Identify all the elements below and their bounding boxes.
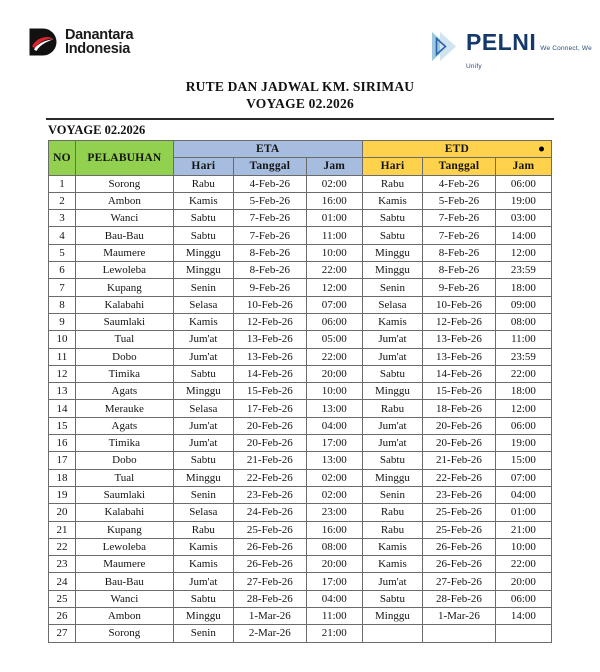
cell-eta-hari: Kamis [173,313,233,330]
cell-eta-tanggal: 14-Feb-26 [233,365,306,382]
cell-etd-tanggal: 25-Feb-26 [423,504,496,521]
cell-eta-tanggal: 12-Feb-26 [233,313,306,330]
cell-etd-hari: Jum'at [362,417,422,434]
cell-pelabuhan: Wanci [76,210,174,227]
cell-eta-hari: Selasa [173,296,233,313]
cell-pelabuhan: Timika [76,435,174,452]
cell-no: 7 [49,279,76,296]
cell-eta-tanggal: 8-Feb-26 [233,244,306,261]
table-row [49,452,552,469]
cell-eta-tanggal: 7-Feb-26 [233,210,306,227]
cell-no: 16 [49,435,76,452]
cell-no: 14 [49,400,76,417]
cell-eta-hari: Minggu [173,262,233,279]
cell-etd-tanggal: 18-Feb-26 [423,400,496,417]
cell-etd-jam: 18:00 [495,383,551,400]
cell-etd-tanggal: 13-Feb-26 [423,331,496,348]
cell-etd-hari: Selasa [362,296,422,313]
cell-etd-tanggal: 9-Feb-26 [423,279,496,296]
cell-eta-jam: 16:00 [306,521,362,538]
table-row [49,469,552,486]
cell-etd-jam: 04:00 [495,486,551,503]
cell-pelabuhan: Agats [76,417,174,434]
cell-eta-hari: Kamis [173,538,233,555]
title-line-1: RUTE DAN JADWAL KM. SIRIMAU [185,79,415,94]
cell-etd-hari: Rabu [362,521,422,538]
cell-eta-tanggal: 8-Feb-26 [233,262,306,279]
table-row [49,227,552,244]
cell-eta-tanggal: 27-Feb-26 [233,573,306,590]
col-header-etd-jam: Jam [495,158,551,175]
cell-pelabuhan: Sorong [76,175,174,192]
table-row [49,504,552,521]
cell-etd-tanggal: 25-Feb-26 [423,521,496,538]
table-head [49,141,552,176]
cell-pelabuhan: Timika [76,365,174,382]
cell-eta-hari: Sabtu [173,210,233,227]
cell-eta-hari: Selasa [173,400,233,417]
cell-eta-hari: Rabu [173,521,233,538]
cell-etd-hari: Jum'at [362,435,422,452]
cell-eta-hari: Rabu [173,175,233,192]
table-row [49,417,552,434]
cell-eta-hari: Senin [173,279,233,296]
table-row [49,486,552,503]
cell-etd-hari: Minggu [362,469,422,486]
cell-eta-jam: 04:00 [306,417,362,434]
cell-no: 19 [49,486,76,503]
cell-eta-tanggal: 1-Mar-26 [233,608,306,625]
table-row [49,556,552,573]
table-row [49,313,552,330]
cell-etd-jam: 08:00 [495,313,551,330]
cell-pelabuhan: Maumere [76,244,174,261]
cell-eta-hari: Minggu [173,383,233,400]
cell-no: 11 [49,348,76,365]
cell-etd-hari: Kamis [362,556,422,573]
cell-pelabuhan: Tual [76,469,174,486]
cell-etd-tanggal: 15-Feb-26 [423,383,496,400]
cell-no: 12 [49,365,76,382]
cell-eta-jam: 20:00 [306,365,362,382]
cell-etd-tanggal: 1-Mar-26 [423,608,496,625]
cell-eta-tanggal: 10-Feb-26 [233,296,306,313]
cell-etd-hari: Jum'at [362,573,422,590]
cell-etd-jam: 22:00 [495,365,551,382]
cell-etd-tanggal: 23-Feb-26 [423,486,496,503]
cell-eta-tanggal: 5-Feb-26 [233,192,306,209]
cell-etd-tanggal: 26-Feb-26 [423,556,496,573]
cell-eta-jam: 20:00 [306,556,362,573]
table-body [49,175,552,642]
cell-etd-hari: Sabtu [362,590,422,607]
cell-etd-hari: Rabu [362,175,422,192]
cell-etd-jam: 01:00 [495,504,551,521]
cell-etd-tanggal: 4-Feb-26 [423,175,496,192]
header-row-groups [49,141,552,158]
document-title [0,78,600,112]
danantara-wordmark [65,28,133,57]
cell-eta-jam: 17:00 [306,573,362,590]
cell-eta-jam: 01:00 [306,210,362,227]
cell-etd-hari: Sabtu [362,210,422,227]
cell-eta-tanggal: 24-Feb-26 [233,504,306,521]
cell-eta-hari: Sabtu [173,590,233,607]
table-row [49,331,552,348]
cell-pelabuhan: Kalabahi [76,504,174,521]
cell-eta-jam: 10:00 [306,244,362,261]
cell-pelabuhan: Sorong [76,625,174,642]
danantara-line-2: Indonesia [65,41,130,57]
table-row [49,210,552,227]
table-row [49,538,552,555]
cell-eta-jam: 02:00 [306,486,362,503]
cell-etd-hari: Kamis [362,192,422,209]
table-row [49,296,552,313]
pelni-chevron-mark [430,30,462,63]
table-row [49,244,552,261]
cell-etd-hari: Minggu [362,608,422,625]
cell-eta-jam: 07:00 [306,296,362,313]
cell-etd-hari: Rabu [362,504,422,521]
cell-etd-jam [495,625,551,642]
cell-etd-jam: 06:00 [495,590,551,607]
cell-eta-hari: Senin [173,486,233,503]
cell-eta-jam: 22:00 [306,348,362,365]
cell-eta-tanggal: 7-Feb-26 [233,227,306,244]
cell-pelabuhan: Tual [76,331,174,348]
cell-etd-jam: 21:00 [495,521,551,538]
cell-eta-jam: 17:00 [306,435,362,452]
cell-pelabuhan: Lewoleba [76,262,174,279]
cell-eta-jam: 08:00 [306,538,362,555]
cell-eta-jam: 13:00 [306,452,362,469]
table-row [49,383,552,400]
cell-etd-tanggal: 20-Feb-26 [423,435,496,452]
cell-etd-tanggal: 8-Feb-26 [423,262,496,279]
cell-eta-jam: 21:00 [306,625,362,642]
cell-etd-hari [362,625,422,642]
table-row [49,400,552,417]
col-header-pelabuhan: PELABUHAN [76,141,174,176]
cell-eta-tanggal: 15-Feb-26 [233,383,306,400]
cell-etd-jam: 12:00 [495,244,551,261]
cell-etd-hari: Jum'at [362,348,422,365]
cell-eta-hari: Sabtu [173,365,233,382]
cell-etd-jam: 06:00 [495,175,551,192]
cell-etd-hari: Minggu [362,383,422,400]
cell-no: 8 [49,296,76,313]
cell-etd-tanggal: 27-Feb-26 [423,573,496,590]
cell-no: 27 [49,625,76,642]
cell-eta-hari: Minggu [173,244,233,261]
cell-eta-jam: 06:00 [306,313,362,330]
voyage-label: VOYAGE 02.2026 [48,123,146,137]
cell-eta-jam: 11:00 [306,227,362,244]
cell-no: 4 [49,227,76,244]
etd-marker-dot-icon [539,147,544,152]
cell-eta-tanggal: 23-Feb-26 [233,486,306,503]
cell-no: 10 [49,331,76,348]
cell-eta-tanggal: 13-Feb-26 [233,348,306,365]
cell-etd-hari: Rabu [362,400,422,417]
cell-etd-tanggal: 21-Feb-26 [423,452,496,469]
cell-eta-hari: Sabtu [173,452,233,469]
cell-pelabuhan: Kupang [76,279,174,296]
danantara-logo [28,27,133,57]
cell-etd-hari: Jum'at [362,331,422,348]
cell-etd-hari: Minggu [362,244,422,261]
cell-no: 21 [49,521,76,538]
cell-etd-jam: 19:00 [495,192,551,209]
col-header-etd-hari: Hari [362,158,422,175]
pelni-text-block [466,30,600,73]
cell-pelabuhan: Kupang [76,521,174,538]
cell-eta-tanggal: 26-Feb-26 [233,538,306,555]
cell-etd-hari: Senin [362,486,422,503]
cell-pelabuhan: Lewoleba [76,538,174,555]
cell-etd-jam: 19:00 [495,435,551,452]
cell-pelabuhan: Saumlaki [76,313,174,330]
cell-pelabuhan: Bau-Bau [76,573,174,590]
cell-eta-hari: Kamis [173,192,233,209]
cell-etd-tanggal: 14-Feb-26 [423,365,496,382]
col-header-eta-tanggal: Tanggal [233,158,306,175]
danantara-d-mark [28,27,58,57]
cell-eta-jam: 12:00 [306,279,362,296]
cell-eta-tanggal: 25-Feb-26 [233,521,306,538]
cell-no: 17 [49,452,76,469]
cell-etd-jam: 18:00 [495,279,551,296]
cell-etd-jam: 03:00 [495,210,551,227]
title-line-2: VOYAGE 02.2026 [246,96,354,111]
cell-pelabuhan: Ambon [76,608,174,625]
pelni-tagline: We Connect, We Unify [466,45,592,70]
col-header-eta-jam: Jam [306,158,362,175]
cell-pelabuhan: Kalabahi [76,296,174,313]
cell-no: 13 [49,383,76,400]
table-row [49,262,552,279]
cell-etd-jam: 23:59 [495,348,551,365]
cell-etd-hari: Minggu [362,262,422,279]
cell-no: 25 [49,590,76,607]
cell-pelabuhan: Bau-Bau [76,227,174,244]
cell-etd-jam: 07:00 [495,469,551,486]
cell-etd-hari: Senin [362,279,422,296]
table-row [49,279,552,296]
cell-eta-tanggal: 9-Feb-26 [233,279,306,296]
cell-eta-hari: Jum'at [173,331,233,348]
cell-eta-jam: 13:00 [306,400,362,417]
cell-pelabuhan: Dobo [76,348,174,365]
cell-eta-hari: Senin [173,625,233,642]
cell-eta-hari: Sabtu [173,227,233,244]
cell-eta-jam: 02:00 [306,175,362,192]
cell-eta-jam: 16:00 [306,192,362,209]
table-row [49,590,552,607]
cell-eta-tanggal: 17-Feb-26 [233,400,306,417]
cell-pelabuhan: Saumlaki [76,486,174,503]
cell-eta-hari: Selasa [173,504,233,521]
cell-pelabuhan: Maumere [76,556,174,573]
brand-header [0,0,600,74]
cell-pelabuhan: Agats [76,383,174,400]
col-header-no: NO [49,141,76,176]
cell-eta-tanggal: 22-Feb-26 [233,469,306,486]
cell-no: 6 [49,262,76,279]
cell-no: 20 [49,504,76,521]
cell-eta-tanggal: 2-Mar-26 [233,625,306,642]
cell-etd-tanggal: 8-Feb-26 [423,244,496,261]
cell-etd-tanggal: 28-Feb-26 [423,590,496,607]
cell-eta-hari: Jum'at [173,573,233,590]
cell-eta-tanggal: 20-Feb-26 [233,435,306,452]
cell-eta-tanggal: 4-Feb-26 [233,175,306,192]
cell-etd-tanggal: 12-Feb-26 [423,313,496,330]
table-row [49,608,552,625]
cell-no: 26 [49,608,76,625]
cell-etd-jam: 14:00 [495,608,551,625]
col-header-eta-hari: Hari [173,158,233,175]
cell-no: 3 [49,210,76,227]
cell-eta-hari: Minggu [173,608,233,625]
cell-no: 15 [49,417,76,434]
cell-etd-jam: 10:00 [495,538,551,555]
cell-etd-jam: 12:00 [495,400,551,417]
cell-etd-hari: Kamis [362,538,422,555]
cell-no: 9 [49,313,76,330]
cell-etd-jam: 22:00 [495,556,551,573]
etd-label: ETD [444,143,470,156]
cell-no: 18 [49,469,76,486]
cell-eta-tanggal: 13-Feb-26 [233,331,306,348]
title-divider [46,118,554,120]
pelni-logo [430,30,600,73]
cell-etd-jam: 11:00 [495,331,551,348]
pelni-wordmark: PELNI [466,29,537,55]
cell-pelabuhan: Wanci [76,590,174,607]
cell-etd-tanggal: 7-Feb-26 [423,227,496,244]
table-row [49,175,552,192]
cell-eta-jam: 22:00 [306,262,362,279]
cell-etd-jam: 14:00 [495,227,551,244]
cell-etd-tanggal: 20-Feb-26 [423,417,496,434]
table-row [49,435,552,452]
cell-eta-hari: Jum'at [173,417,233,434]
cell-etd-tanggal: 13-Feb-26 [423,348,496,365]
cell-eta-tanggal: 21-Feb-26 [233,452,306,469]
cell-etd-tanggal: 5-Feb-26 [423,192,496,209]
cell-eta-hari: Kamis [173,556,233,573]
cell-eta-jam: 05:00 [306,331,362,348]
cell-pelabuhan: Merauke [76,400,174,417]
table-row [49,365,552,382]
schedule-table [48,140,552,643]
cell-eta-hari: Jum'at [173,348,233,365]
table-row [49,348,552,365]
cell-no: 24 [49,573,76,590]
cell-eta-jam: 02:00 [306,469,362,486]
cell-pelabuhan: Dobo [76,452,174,469]
cell-eta-tanggal: 20-Feb-26 [233,417,306,434]
cell-no: 23 [49,556,76,573]
table-row [49,625,552,642]
cell-eta-tanggal: 26-Feb-26 [233,556,306,573]
cell-etd-jam: 20:00 [495,573,551,590]
table-row [49,573,552,590]
cell-etd-jam: 09:00 [495,296,551,313]
eta-label: ETA [256,143,280,156]
cell-no: 2 [49,192,76,209]
cell-eta-hari: Minggu [173,469,233,486]
cell-no: 1 [49,175,76,192]
cell-etd-jam: 23:59 [495,262,551,279]
cell-etd-jam: 06:00 [495,417,551,434]
col-group-header-eta [173,141,362,158]
cell-no: 5 [49,244,76,261]
danantara-line-1: Danantara [65,26,134,43]
cell-pelabuhan: Ambon [76,192,174,209]
cell-etd-jam: 15:00 [495,452,551,469]
cell-etd-hari: Sabtu [362,227,422,244]
cell-eta-jam: 11:00 [306,608,362,625]
cell-eta-jam: 23:00 [306,504,362,521]
cell-eta-tanggal: 28-Feb-26 [233,590,306,607]
cell-etd-tanggal: 7-Feb-26 [423,210,496,227]
cell-etd-tanggal [423,625,496,642]
cell-etd-tanggal: 22-Feb-26 [423,469,496,486]
cell-eta-jam: 10:00 [306,383,362,400]
cell-no: 22 [49,538,76,555]
col-group-header-etd [362,141,551,158]
cell-eta-hari: Jum'at [173,435,233,452]
cell-etd-tanggal: 10-Feb-26 [423,296,496,313]
table-row [49,192,552,209]
cell-eta-jam: 04:00 [306,590,362,607]
col-header-etd-tanggal: Tanggal [423,158,496,175]
cell-etd-hari: Kamis [362,313,422,330]
schedule-table-wrapper [48,140,552,643]
cell-etd-hari: Sabtu [362,365,422,382]
cell-etd-hari: Sabtu [362,452,422,469]
table-row [49,521,552,538]
cell-etd-tanggal: 26-Feb-26 [423,538,496,555]
